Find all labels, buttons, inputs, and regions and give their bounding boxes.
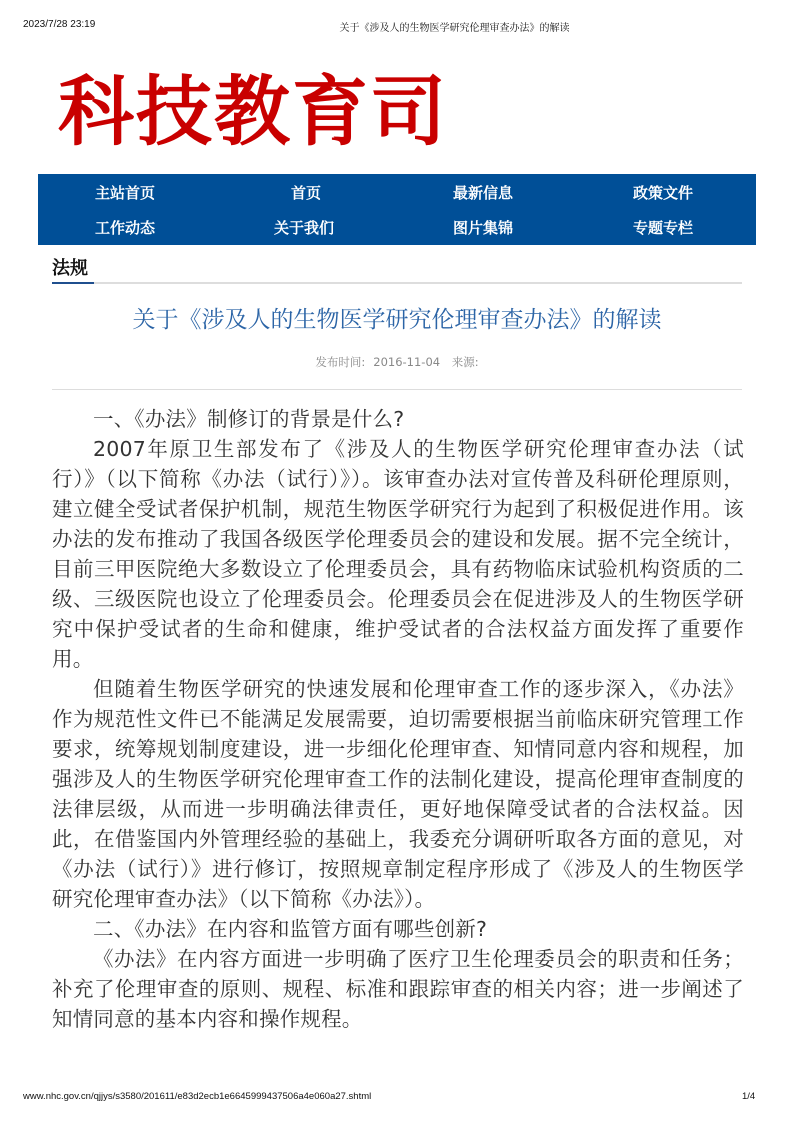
site-logo[interactable]: 科技教育司: [58, 67, 448, 156]
print-datetime: 2023/7/28 23:19: [23, 19, 96, 30]
page-number: 1/4: [742, 1091, 756, 1102]
paragraph: 《办法》在内容方面进一步明确了医疗卫生伦理委员会的职责和任务；补充了伦理审查的原则、规程、标准和跟踪审查的相关内容；进一步阐述了知情同意的基本内容和操作规程。: [52, 947, 744, 1031]
nav-item-special-topics[interactable]: 专题专栏: [633, 219, 694, 237]
section-header: [52, 256, 742, 284]
heading-1: 一、《办法》制修订的背景是什么?: [93, 407, 405, 431]
print-header: [0, 19, 793, 33]
nav-item-home[interactable]: 首页: [291, 184, 322, 202]
article-title: 关于《涉及人的生物医学研究伦理审查办法》的解读: [132, 307, 662, 333]
nav-item-about-us[interactable]: 关于我们: [274, 219, 335, 237]
publish-label: 发布时间:: [315, 355, 366, 369]
nav-item-work-updates[interactable]: 工作动态: [95, 219, 156, 237]
section-divider: [52, 282, 742, 284]
nav-item-latest-news[interactable]: 最新信息: [453, 184, 514, 202]
nav-item-main-home[interactable]: 主站首页: [95, 184, 156, 202]
main-nav: [38, 174, 756, 245]
publish-date: 2016-11-04: [373, 355, 441, 369]
section-label[interactable]: 法规: [52, 258, 88, 279]
print-page-title: 关于《涉及人的生物医学研究伦理审查办法》的解读: [339, 23, 570, 34]
section-accent-bar: [52, 282, 94, 284]
source-label: 来源:: [451, 355, 479, 369]
paragraph: 2007年原卫生部发布了《涉及人的生物医学研究伦理审查办法（试行）》（以下简称《办法（试行）》）。该审查办法对宣传普及科研伦理原则，建立健全受试者保护机制，规范生物医学研究行为起到了积极促进作用。该办法的发布推动了我国各级医学伦理委员会的建设和发展。据不完全统计，目前三甲医院绝大多数设立了伦理委员会，具有药物临床试验机构资质的二级、三级医院也设立了伦理委员会。伦理委员会在促进涉及人的生物医学研究中保护受试者的生命和健康，维护受试者的合法权益方面发挥了重要作用。: [52, 437, 744, 671]
heading-2: 二、《办法》在内容和监管方面有哪些创新?: [93, 917, 488, 941]
paragraph: 但随着生物医学研究的快速发展和伦理审查工作的逐步深入，《办法》作为规范性文件已不能满足发展需要，迫切需要根据当前临床研究管理工作要求，统筹规划制度建设，进一步细化伦理审查、知情同意内容和规程，加强涉及人的生物医学研究伦理审查工作的法制化建设，提高伦理审查制度的法律层级，从而进一步明确法律责任，更好地保障受试者的合法权益。因此，在借鉴国内外管理经验的基础上，我委充分调研听取各方面的意见，对《办法（试行）》进行修订，按照规章制定程序形成了《涉及人的生物医学研究伦理审查办法》（以下简称《办法》）。: [52, 677, 744, 911]
page-url: www.nhc.gov.cn/qjjys/s3580/201611/e83d2ecb1e6645999437506a4e060a27.shtml: [23, 1091, 372, 1102]
nav-item-photo-gallery[interactable]: 图片集锦: [453, 219, 514, 237]
article-meta: [52, 354, 742, 370]
nav-item-policy-documents[interactable]: 政策文件: [633, 184, 694, 202]
title-divider: [52, 389, 742, 390]
article-body: [52, 404, 744, 1034]
